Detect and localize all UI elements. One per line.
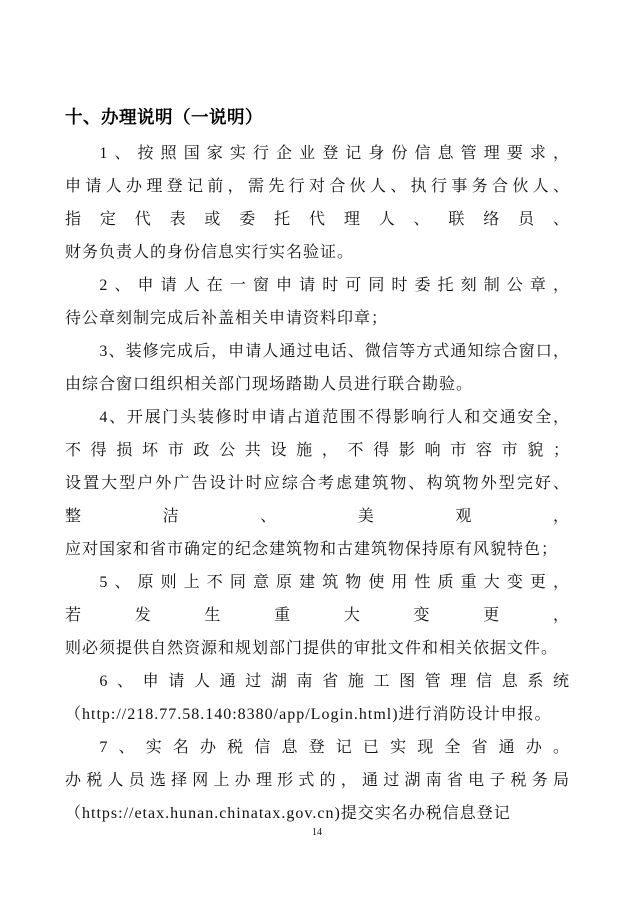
paragraph-1: 1、按照国家实行企业登记身份信息管理要求，申请人办理登记前，需先行对合伙人、执行事务合伙人、指定代表或委托代理人、联络员、财务负责人的身份信息实行实名验证。 (65, 145, 570, 261)
paragraph-7: 7、实名办税信息登记已实现全省通办。办税人员选择网上办理形式的，通过湖南省电子税务局（https://etax.hunan.chinatax.gov.cn)提交实名办税信息登记 (65, 739, 570, 822)
paragraph-6: 6、申请人通过湖南省施工图管理信息系统（http://218.77.58.140:8380/app/Login.html)进行消防设计申报。 (65, 673, 570, 723)
paragraph-4: 4、开展门头装修时申请占道范围不得影响行人和交通安全，不得损坏市政公共设施，不得影响市容市貌；设置大型户外广告设计时应综合考虑建筑物、构筑物外型完好、整洁、美观，应对国家和省市确定的纪念建筑物和古建筑物保持原有风貌特色； (65, 409, 570, 558)
paragraph-5: 5、原则上不同意原建筑物使用性质重大变更，若发生重大变更，则必须提供自然资源和规划部门提供的审批文件和相关依据文件。 (65, 574, 570, 657)
paragraph-3: 3、装修完成后，申请人通过电话、微信等方式通知综合窗口，由综合窗口组织相关部门现场踏勘人员进行联合勘验。 (65, 343, 570, 393)
page-number: 14 (312, 827, 322, 838)
paragraph-2: 2、申请人在一窗申请时可同时委托刻制公章，待公章刻制完成后补盖相关申请资料印章； (65, 277, 570, 327)
section-heading: 十、办理说明（一说明） (65, 107, 263, 127)
